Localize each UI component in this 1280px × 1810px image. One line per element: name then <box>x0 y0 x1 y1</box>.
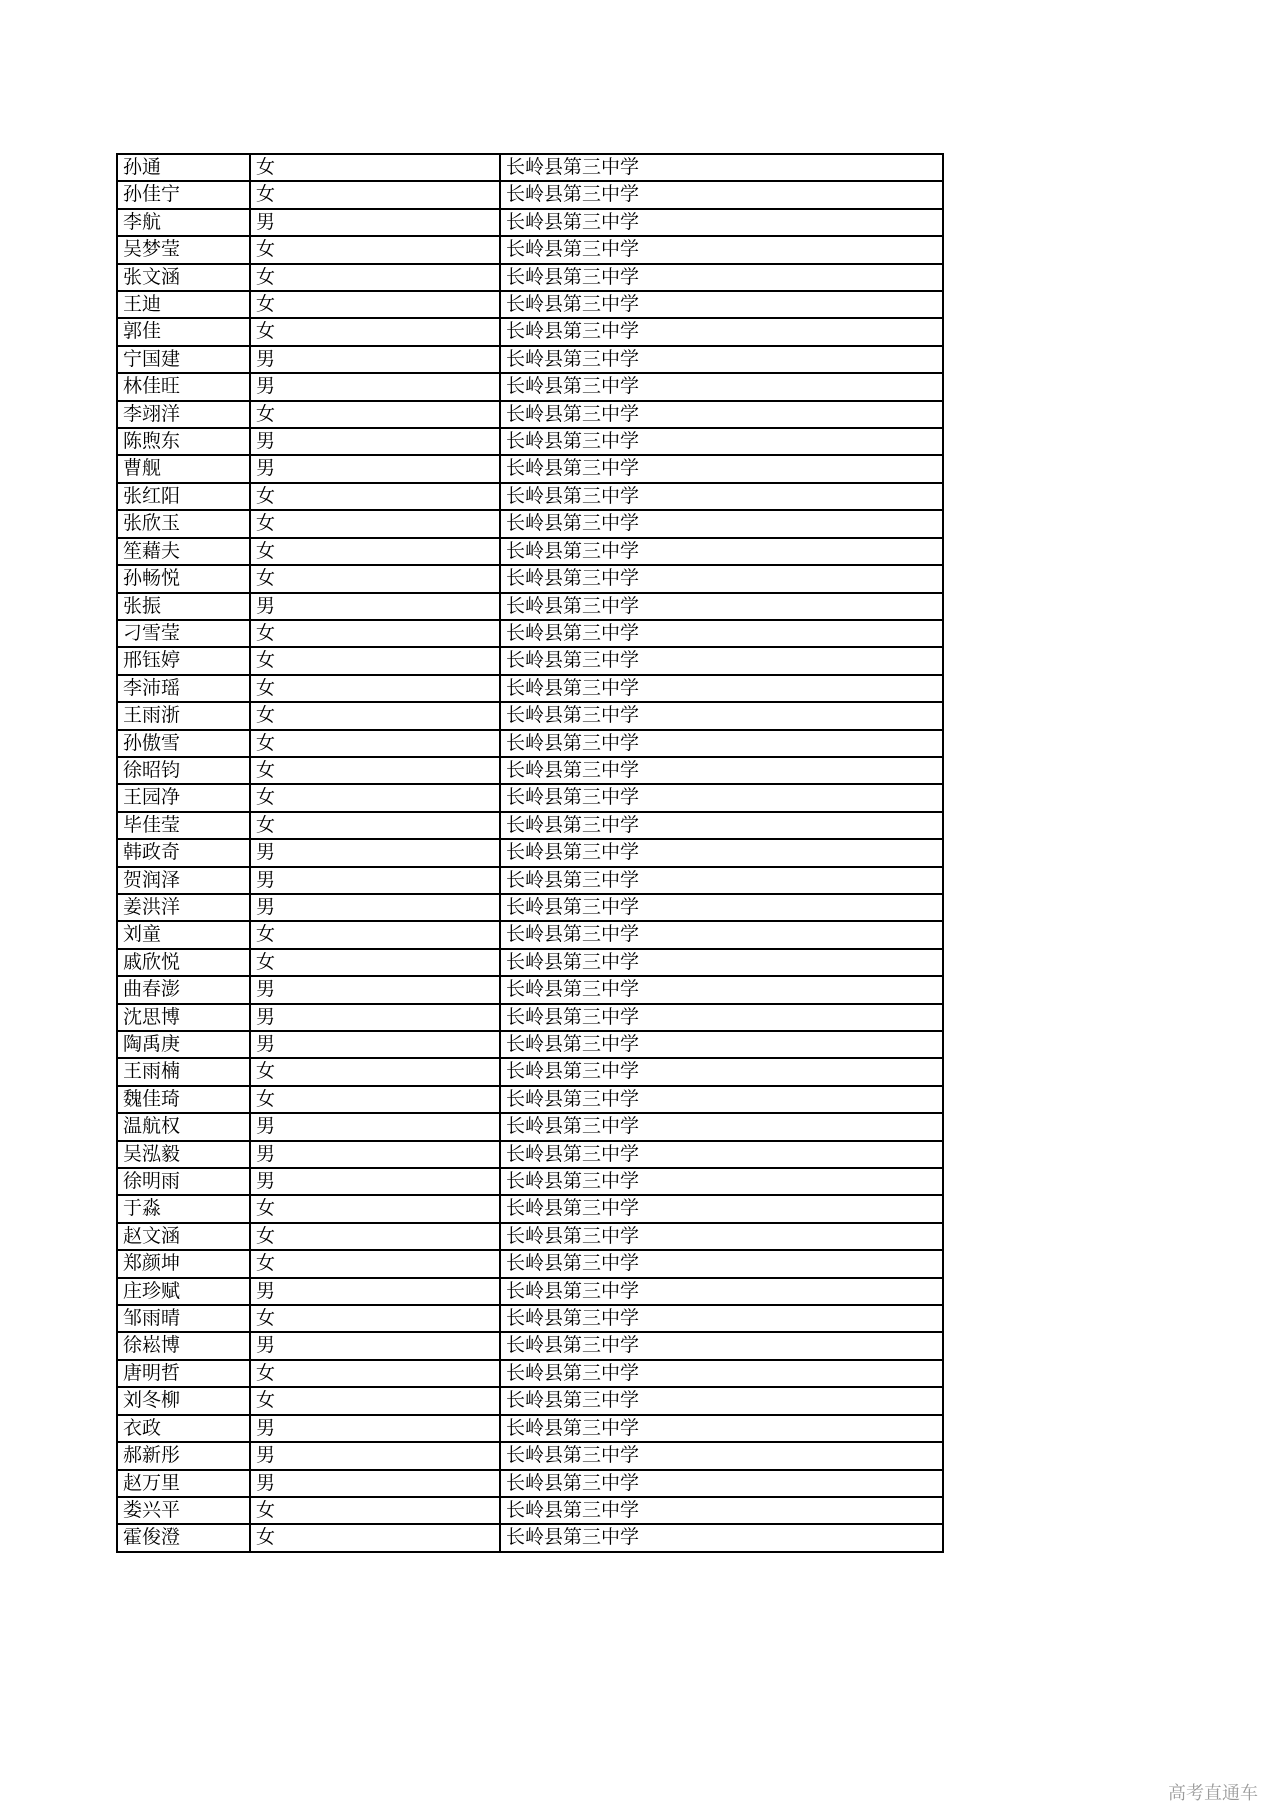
student-name-cell: 曲春澎 <box>117 976 250 1003</box>
school-cell: 长岭县第三中学 <box>500 1278 943 1305</box>
gender-cell: 女 <box>250 565 500 592</box>
gender-cell: 女 <box>250 812 500 839</box>
school-cell: 长岭县第三中学 <box>500 593 943 620</box>
school-cell: 长岭县第三中学 <box>500 839 943 866</box>
student-name-cell: 韩政奇 <box>117 839 250 866</box>
student-name-cell: 张振 <box>117 593 250 620</box>
student-name-cell: 孙畅悦 <box>117 565 250 592</box>
gender-cell: 女 <box>250 510 500 537</box>
school-cell: 长岭县第三中学 <box>500 209 943 236</box>
school-cell: 长岭县第三中学 <box>500 894 943 921</box>
gender-cell: 男 <box>250 1168 500 1195</box>
table-row <box>117 483 943 510</box>
table-row <box>117 565 943 592</box>
gender-cell: 女 <box>250 620 500 647</box>
student-name-cell: 温航权 <box>117 1113 250 1140</box>
student-name-cell: 赵万里 <box>117 1470 250 1497</box>
table-row <box>117 1442 943 1469</box>
school-cell: 长岭县第三中学 <box>500 401 943 428</box>
school-cell: 长岭县第三中学 <box>500 1195 943 1222</box>
table-row <box>117 209 943 236</box>
table-row <box>117 593 943 620</box>
student-name-cell: 徐明雨 <box>117 1168 250 1195</box>
student-name-cell: 林佳旺 <box>117 373 250 400</box>
gender-cell: 女 <box>250 730 500 757</box>
student-name-cell: 张欣玉 <box>117 510 250 537</box>
table-row <box>117 675 943 702</box>
table-row <box>117 921 943 948</box>
student-name-cell: 刘童 <box>117 921 250 948</box>
table-row <box>117 730 943 757</box>
gender-cell: 男 <box>250 839 500 866</box>
school-cell: 长岭县第三中学 <box>500 291 943 318</box>
gender-cell: 女 <box>250 1387 500 1414</box>
student-name-cell: 郝新彤 <box>117 1442 250 1469</box>
school-cell: 长岭县第三中学 <box>500 812 943 839</box>
gender-cell: 男 <box>250 1470 500 1497</box>
student-name-cell: 孙佳宁 <box>117 181 250 208</box>
student-name-cell: 衣政 <box>117 1415 250 1442</box>
table-row <box>117 757 943 784</box>
student-name-cell: 张文涵 <box>117 264 250 291</box>
school-cell: 长岭县第三中学 <box>500 428 943 455</box>
table-row <box>117 455 943 482</box>
school-cell: 长岭县第三中学 <box>500 620 943 647</box>
student-name-cell: 郑颜坤 <box>117 1250 250 1277</box>
gender-cell: 女 <box>250 483 500 510</box>
table-row <box>117 346 943 373</box>
gender-cell: 男 <box>250 1141 500 1168</box>
gender-cell: 女 <box>250 1058 500 1085</box>
table-row <box>117 1360 943 1387</box>
table-row <box>117 538 943 565</box>
student-name-cell: 吴梦莹 <box>117 236 250 263</box>
gender-cell: 男 <box>250 1332 500 1359</box>
table-row <box>117 1470 943 1497</box>
table-row <box>117 373 943 400</box>
school-cell: 长岭县第三中学 <box>500 1470 943 1497</box>
table-row <box>117 154 943 181</box>
table-row <box>117 1168 943 1195</box>
student-name-cell: 戚欣悦 <box>117 949 250 976</box>
student-name-cell: 邹雨晴 <box>117 1305 250 1332</box>
gender-cell: 男 <box>250 373 500 400</box>
student-name-cell: 孙傲雪 <box>117 730 250 757</box>
school-cell: 长岭县第三中学 <box>500 154 943 181</box>
school-cell: 长岭县第三中学 <box>500 1223 943 1250</box>
gender-cell: 女 <box>250 154 500 181</box>
gender-cell: 女 <box>250 1305 500 1332</box>
student-name-cell: 邢钰婷 <box>117 647 250 674</box>
table-row <box>117 318 943 345</box>
gender-cell: 女 <box>250 1195 500 1222</box>
student-name-cell: 刘冬柳 <box>117 1387 250 1414</box>
table-row <box>117 702 943 729</box>
gender-cell: 男 <box>250 1442 500 1469</box>
table-row <box>117 291 943 318</box>
student-name-cell: 姜洪洋 <box>117 894 250 921</box>
student-name-cell: 曹舰 <box>117 455 250 482</box>
school-cell: 长岭县第三中学 <box>500 1332 943 1359</box>
gender-cell: 男 <box>250 1113 500 1140</box>
table-row <box>117 1497 943 1524</box>
school-cell: 长岭县第三中学 <box>500 318 943 345</box>
gender-cell: 女 <box>250 949 500 976</box>
student-name-cell: 陶禹庚 <box>117 1031 250 1058</box>
student-name-cell: 赵文涵 <box>117 1223 250 1250</box>
gender-cell: 男 <box>250 894 500 921</box>
table-row <box>117 401 943 428</box>
student-name-cell: 刁雪莹 <box>117 620 250 647</box>
gender-cell: 女 <box>250 702 500 729</box>
student-name-cell: 笙藉夫 <box>117 538 250 565</box>
student-name-cell: 李翊洋 <box>117 401 250 428</box>
table-row <box>117 1058 943 1085</box>
school-cell: 长岭县第三中学 <box>500 264 943 291</box>
table-row <box>117 1524 943 1551</box>
school-cell: 长岭县第三中学 <box>500 1168 943 1195</box>
roster-body <box>117 154 943 1552</box>
school-cell: 长岭县第三中学 <box>500 1360 943 1387</box>
table-row <box>117 812 943 839</box>
school-cell: 长岭县第三中学 <box>500 236 943 263</box>
gender-cell: 男 <box>250 1415 500 1442</box>
student-name-cell: 王雨浙 <box>117 702 250 729</box>
gender-cell: 女 <box>250 1086 500 1113</box>
school-cell: 长岭县第三中学 <box>500 647 943 674</box>
table-row <box>117 1031 943 1058</box>
table-row <box>117 1387 943 1414</box>
school-cell: 长岭县第三中学 <box>500 1113 943 1140</box>
gender-cell: 女 <box>250 538 500 565</box>
gender-cell: 男 <box>250 1031 500 1058</box>
table-row <box>117 236 943 263</box>
gender-cell: 女 <box>250 264 500 291</box>
school-cell: 长岭县第三中学 <box>500 867 943 894</box>
gender-cell: 女 <box>250 236 500 263</box>
school-cell: 长岭县第三中学 <box>500 757 943 784</box>
student-name-cell: 李航 <box>117 209 250 236</box>
school-cell: 长岭县第三中学 <box>500 181 943 208</box>
school-cell: 长岭县第三中学 <box>500 373 943 400</box>
school-cell: 长岭县第三中学 <box>500 1086 943 1113</box>
table-row <box>117 867 943 894</box>
watermark-text: 高考直通车 <box>1168 1783 1258 1804</box>
school-cell: 长岭县第三中学 <box>500 346 943 373</box>
gender-cell: 男 <box>250 209 500 236</box>
school-cell: 长岭县第三中学 <box>500 1031 943 1058</box>
school-cell: 长岭县第三中学 <box>500 483 943 510</box>
student-name-cell: 陈煦东 <box>117 428 250 455</box>
gender-cell: 男 <box>250 428 500 455</box>
gender-cell: 男 <box>250 1278 500 1305</box>
student-name-cell: 王迪 <box>117 291 250 318</box>
school-cell: 长岭县第三中学 <box>500 1387 943 1414</box>
table-row <box>117 1415 943 1442</box>
table-row <box>117 1086 943 1113</box>
school-cell: 长岭县第三中学 <box>500 1058 943 1085</box>
student-name-cell: 王雨楠 <box>117 1058 250 1085</box>
gender-cell: 男 <box>250 593 500 620</box>
student-name-cell: 魏佳琦 <box>117 1086 250 1113</box>
table-row <box>117 976 943 1003</box>
school-cell: 长岭县第三中学 <box>500 949 943 976</box>
student-name-cell: 毕佳莹 <box>117 812 250 839</box>
student-name-cell: 孙通 <box>117 154 250 181</box>
student-name-cell: 庄珍赋 <box>117 1278 250 1305</box>
school-cell: 长岭县第三中学 <box>500 455 943 482</box>
school-cell: 长岭县第三中学 <box>500 675 943 702</box>
table-row <box>117 784 943 811</box>
gender-cell: 女 <box>250 291 500 318</box>
school-cell: 长岭县第三中学 <box>500 510 943 537</box>
student-name-cell: 王园净 <box>117 784 250 811</box>
table-row <box>117 1305 943 1332</box>
school-cell: 长岭县第三中学 <box>500 1141 943 1168</box>
table-row <box>117 181 943 208</box>
student-name-cell: 沈思博 <box>117 1004 250 1031</box>
student-name-cell: 徐昭钧 <box>117 757 250 784</box>
gender-cell: 男 <box>250 867 500 894</box>
school-cell: 长岭县第三中学 <box>500 730 943 757</box>
gender-cell: 女 <box>250 1524 500 1551</box>
gender-cell: 女 <box>250 1497 500 1524</box>
table-row <box>117 647 943 674</box>
gender-cell: 男 <box>250 455 500 482</box>
student-name-cell: 吴泓毅 <box>117 1141 250 1168</box>
gender-cell: 女 <box>250 1250 500 1277</box>
student-name-cell: 贺润泽 <box>117 867 250 894</box>
table-row <box>117 264 943 291</box>
school-cell: 长岭县第三中学 <box>500 1442 943 1469</box>
school-cell: 长岭县第三中学 <box>500 1415 943 1442</box>
school-cell: 长岭县第三中学 <box>500 1524 943 1551</box>
table-row <box>117 1250 943 1277</box>
school-cell: 长岭县第三中学 <box>500 1305 943 1332</box>
student-name-cell: 于淼 <box>117 1195 250 1222</box>
school-cell: 长岭县第三中学 <box>500 784 943 811</box>
table-row <box>117 894 943 921</box>
student-name-cell: 郭佳 <box>117 318 250 345</box>
table-row <box>117 949 943 976</box>
table-row <box>117 1278 943 1305</box>
table-row <box>117 620 943 647</box>
table-row <box>117 1141 943 1168</box>
student-name-cell: 张红阳 <box>117 483 250 510</box>
gender-cell: 女 <box>250 784 500 811</box>
student-name-cell: 徐崧博 <box>117 1332 250 1359</box>
table-row <box>117 1113 943 1140</box>
gender-cell: 女 <box>250 757 500 784</box>
gender-cell: 男 <box>250 976 500 1003</box>
gender-cell: 女 <box>250 921 500 948</box>
table-row <box>117 428 943 455</box>
table-row <box>117 510 943 537</box>
gender-cell: 女 <box>250 318 500 345</box>
school-cell: 长岭县第三中学 <box>500 565 943 592</box>
gender-cell: 男 <box>250 346 500 373</box>
school-cell: 长岭县第三中学 <box>500 921 943 948</box>
school-cell: 长岭县第三中学 <box>500 1497 943 1524</box>
table-row <box>117 1223 943 1250</box>
student-roster-table <box>116 153 944 1553</box>
student-name-cell: 唐明哲 <box>117 1360 250 1387</box>
school-cell: 长岭县第三中学 <box>500 1004 943 1031</box>
school-cell: 长岭县第三中学 <box>500 976 943 1003</box>
student-name-cell: 娄兴平 <box>117 1497 250 1524</box>
gender-cell: 女 <box>250 181 500 208</box>
gender-cell: 女 <box>250 401 500 428</box>
school-cell: 长岭县第三中学 <box>500 702 943 729</box>
student-name-cell: 宁国建 <box>117 346 250 373</box>
student-name-cell: 霍俊澄 <box>117 1524 250 1551</box>
table-row <box>117 1332 943 1359</box>
gender-cell: 女 <box>250 1223 500 1250</box>
gender-cell: 男 <box>250 1004 500 1031</box>
student-name-cell: 李沛瑶 <box>117 675 250 702</box>
table-row <box>117 839 943 866</box>
table-row <box>117 1195 943 1222</box>
school-cell: 长岭县第三中学 <box>500 538 943 565</box>
school-cell: 长岭县第三中学 <box>500 1250 943 1277</box>
gender-cell: 女 <box>250 675 500 702</box>
gender-cell: 女 <box>250 1360 500 1387</box>
table-row <box>117 1004 943 1031</box>
gender-cell: 女 <box>250 647 500 674</box>
